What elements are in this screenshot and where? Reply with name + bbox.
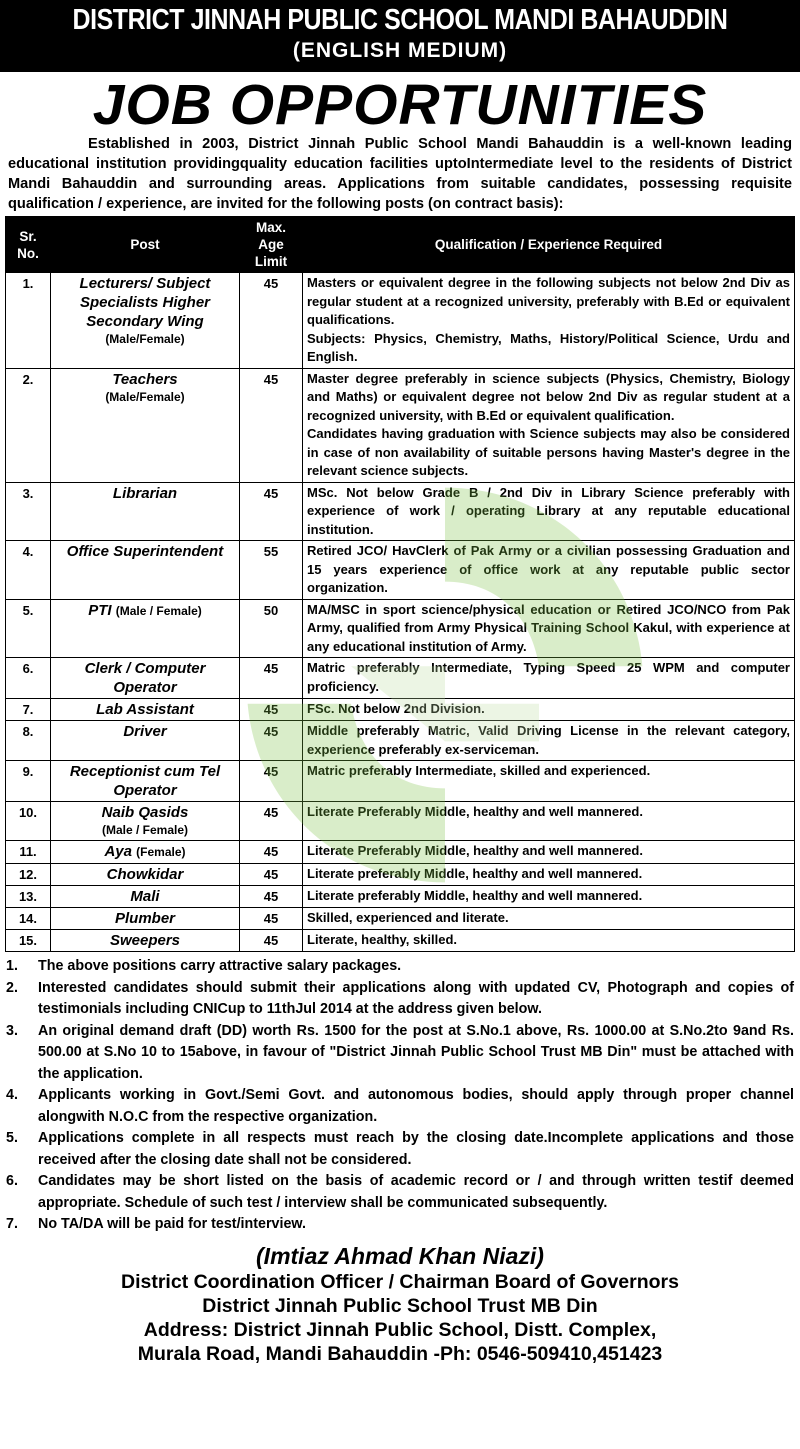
qualification-text: FSc. Not below 2nd Division. bbox=[307, 701, 485, 716]
signatory-org: District Jinnah Public School Trust MB Din bbox=[202, 1294, 598, 1317]
post-gender: (Male/Female) bbox=[105, 389, 185, 404]
post-title: Sweepers bbox=[109, 932, 181, 949]
qualification-text: Literate Preferably Middle, healthy and well mannered. bbox=[307, 804, 643, 819]
cell-age: 45 bbox=[240, 841, 303, 864]
table-row bbox=[6, 541, 795, 600]
cell-sr: 1. bbox=[6, 273, 51, 369]
address-line-1: Address: District Jinnah Public School, Distt. Complex, bbox=[143, 1318, 657, 1341]
cell-sr: 10. bbox=[6, 802, 51, 841]
cell-age: 45 bbox=[240, 368, 303, 482]
qualification-text: Middle preferably Matric, Valid Driving License in the relevant category, experience preferably ex-serviceman. bbox=[307, 723, 790, 757]
cell-qualification bbox=[303, 802, 795, 841]
post-title: Office Superintendent bbox=[66, 543, 224, 560]
note-text: Candidates may be short listed on the basis of academic record or / and through written testif deemed appropriate. Schedule of such test / interview shall be communicated subsequently. bbox=[38, 1173, 794, 1211]
table-row bbox=[6, 721, 795, 761]
post-title: PTI bbox=[88, 601, 112, 619]
cell-post bbox=[51, 841, 240, 864]
qualification-extra: Candidates having graduation with Science subjects may also be considered in case of non availability of suitable persons having Master's degree in the relevant science subjects. bbox=[307, 426, 790, 478]
table-row bbox=[6, 658, 795, 699]
cell-age: 45 bbox=[240, 273, 303, 369]
signatory-designation: District Coordination Officer / Chairman Board of Governors bbox=[121, 1270, 679, 1293]
cell-post bbox=[51, 721, 240, 761]
post-title: Naib Qasids bbox=[101, 804, 189, 821]
table-row bbox=[6, 368, 795, 482]
post-title: Clerk / Computer Operator bbox=[84, 660, 206, 696]
table-row bbox=[6, 761, 795, 802]
cell-qualification bbox=[303, 699, 795, 721]
header-qual: Qualification / Experience Required bbox=[303, 217, 795, 273]
cell-post bbox=[51, 802, 240, 841]
note-number: 4. bbox=[6, 1087, 18, 1103]
header-banner bbox=[0, 0, 800, 72]
note-number: 2. bbox=[6, 979, 18, 996]
post-gender: (Male/Female) bbox=[105, 332, 185, 346]
post-title: Lab Assistant bbox=[96, 701, 194, 718]
cell-sr: 12. bbox=[6, 864, 51, 886]
qualification-text: Skilled, experienced and literate. bbox=[307, 910, 509, 925]
cell-qualification bbox=[303, 658, 795, 699]
cell-age: 45 bbox=[240, 930, 303, 952]
cell-qualification bbox=[303, 761, 795, 802]
cell-post bbox=[51, 368, 240, 482]
qualification-text: Retired JCO/ HavClerk of Pak Army or a civilian possessing Graduation and 15 years experience of office work at any reputable public sector organization. bbox=[307, 543, 790, 595]
qualification-text: Literate preferably Middle, healthy and well mannered. bbox=[307, 888, 643, 903]
cell-sr: 4. bbox=[6, 541, 51, 600]
qualification-text: MSc. Not below Grade B / 2nd Div in Library Science preferably with experience of work / operating Library at any reputable educational institution. bbox=[307, 484, 790, 537]
cell-qualification bbox=[303, 368, 795, 482]
cell-sr: 7. bbox=[6, 699, 51, 721]
note-text: No TA/DA will be paid for test/interview. bbox=[38, 1216, 306, 1232]
post-title: Librarian bbox=[112, 484, 178, 502]
cell-post bbox=[51, 930, 240, 952]
cell-sr: 9. bbox=[6, 761, 51, 802]
note-item bbox=[6, 978, 794, 1021]
cell-age: 55 bbox=[240, 541, 303, 600]
cell-age: 45 bbox=[240, 658, 303, 699]
jobs-table bbox=[5, 216, 795, 952]
table-row bbox=[6, 930, 795, 952]
table-row bbox=[6, 273, 795, 369]
address-line-2: Murala Road, Mandi Bahauddin -Ph: 0546-509410,451423 bbox=[137, 1342, 663, 1365]
note-text: Interested candidates should submit their applications along with updated CV, Photograph and copies of testimonials including CNICup to 11thJul 2014 at the address given below. bbox=[38, 979, 794, 1017]
qualification-text: MA/MSC in sport science/physical education or Retired JCO/NCO from Pak Army, qualified from Army Physical Training School Kakul, with experience at any educational institution of Army. bbox=[307, 601, 790, 654]
post-title: Driver bbox=[123, 723, 167, 740]
post-title: Receptionist cum Tel Operator bbox=[69, 763, 221, 799]
cell-sr: 8. bbox=[6, 721, 51, 761]
cell-age: 45 bbox=[240, 864, 303, 886]
cell-post bbox=[51, 699, 240, 721]
cell-post bbox=[51, 541, 240, 600]
cell-age: 45 bbox=[240, 802, 303, 841]
post-title: Mali bbox=[130, 888, 160, 905]
cell-qualification bbox=[303, 482, 795, 541]
cell-sr: 11. bbox=[6, 841, 51, 864]
signature-block bbox=[0, 1242, 800, 1366]
table-row bbox=[6, 482, 795, 541]
cell-sr: 14. bbox=[6, 908, 51, 930]
post-title: Lecturers/ Subject Specialists Higher Secondary Wing bbox=[79, 275, 211, 330]
cell-post bbox=[51, 908, 240, 930]
post-title: Chowkidar bbox=[106, 866, 184, 883]
cell-qualification bbox=[303, 930, 795, 952]
qualification-text: Matric preferably Intermediate, Typing Speed 25 WPM and computer proficiency. bbox=[307, 660, 790, 694]
note-item bbox=[6, 1171, 794, 1214]
note-number: 5. bbox=[6, 1130, 18, 1146]
header-post: Post bbox=[51, 217, 240, 273]
cell-post bbox=[51, 273, 240, 369]
post-title: Plumber bbox=[114, 910, 175, 927]
cell-qualification bbox=[303, 721, 795, 761]
intro-text: Established in 2003, District Jinnah Public School Mandi Bahauddin is a well-known leading educational institution providingquality education facilities uptoIntermediate level to the residents of District Mandi Bahauddin and surrounding areas. Applications from suitable candidates, possessing requisite qualification / experience, are invited for the following posts (on contract basis): bbox=[8, 136, 792, 212]
table-row bbox=[6, 802, 795, 841]
medium-label: (ENGLISH MEDIUM) bbox=[292, 39, 508, 62]
note-item bbox=[6, 956, 794, 978]
cell-sr: 2. bbox=[6, 368, 51, 482]
note-text: The above positions carry attractive salary packages. bbox=[38, 958, 402, 974]
cell-post bbox=[51, 482, 240, 541]
cell-qualification bbox=[303, 273, 795, 369]
post-title: Teachers bbox=[112, 370, 178, 388]
qualification-text: Master degree preferably in science subjects (Physics, Chemistry, Biology and Maths) or equivalent degree not below 2nd Div as regular student at a recognized university, with B.Ed or equivalent qualification. bbox=[307, 370, 790, 423]
cell-post bbox=[51, 886, 240, 908]
cell-sr: 13. bbox=[6, 886, 51, 908]
table-row bbox=[6, 841, 795, 864]
post-gender: (Male / Female) bbox=[115, 603, 202, 618]
note-text: An original demand draft (DD) worth Rs. 1500 for the post at S.No.1 above, Rs. 1000.00 at S.No.2to 9and Rs. 500.00 at S.No 10 to 15above, in favour of "District Jinnah Public School Trust MB Din" must be attached with the application. bbox=[38, 1022, 794, 1082]
table-body bbox=[6, 273, 795, 952]
cell-age: 45 bbox=[240, 721, 303, 761]
cell-sr: 15. bbox=[6, 930, 51, 952]
cell-post bbox=[51, 658, 240, 699]
note-number: 3. bbox=[6, 1022, 18, 1039]
cell-sr: 5. bbox=[6, 599, 51, 658]
cell-age: 45 bbox=[240, 482, 303, 541]
qualification-extra: Subjects: Physics, Chemistry, Maths, History/Political Science, Urdu and English. bbox=[307, 330, 790, 364]
post-gender: (Female) bbox=[136, 845, 186, 859]
note-text: Applicants working in Govt./Semi Govt. and autonomous bodies, should apply through proper channel alongwith N.O.C from the respective organization. bbox=[38, 1087, 794, 1125]
cell-sr: 6. bbox=[6, 658, 51, 699]
table-header-row bbox=[6, 217, 795, 273]
cell-qualification bbox=[303, 841, 795, 864]
cell-age: 45 bbox=[240, 699, 303, 721]
note-text: Applications complete in all respects must reach by the closing date.Incomplete applications and those received after the closing date shall not be considered. bbox=[38, 1130, 794, 1168]
note-number: 6. bbox=[6, 1173, 18, 1189]
cell-age: 45 bbox=[240, 761, 303, 802]
header-age: Max. Age Limit bbox=[240, 217, 303, 273]
qualification-text: Literate preferably Middle, healthy and well mannered. bbox=[307, 866, 643, 881]
note-item bbox=[6, 1085, 794, 1128]
cell-age: 50 bbox=[240, 599, 303, 658]
cell-qualification bbox=[303, 908, 795, 930]
cell-qualification bbox=[303, 886, 795, 908]
note-item bbox=[6, 1021, 794, 1086]
note-item bbox=[6, 1214, 794, 1236]
table-row bbox=[6, 599, 795, 658]
cell-age: 45 bbox=[240, 886, 303, 908]
table-row bbox=[6, 908, 795, 930]
cell-qualification bbox=[303, 864, 795, 886]
page-title: JOB OPPORTUNITIES bbox=[92, 73, 708, 137]
table-row bbox=[6, 864, 795, 886]
cell-post bbox=[51, 599, 240, 658]
note-item bbox=[6, 1128, 794, 1171]
note-number: 1. bbox=[6, 958, 18, 974]
cell-qualification bbox=[303, 599, 795, 658]
table-row bbox=[6, 886, 795, 908]
cell-sr: 3. bbox=[6, 482, 51, 541]
qualification-text: Masters or equivalent degree in the following subjects not below 2nd Div as regular student at a recognized university, preferably with B.Ed or equivalent qualifications. bbox=[307, 275, 790, 327]
intro-paragraph bbox=[0, 134, 800, 214]
qualification-text: Matric preferably Intermediate, skilled and experienced. bbox=[307, 763, 651, 778]
cell-post bbox=[51, 761, 240, 802]
cell-post bbox=[51, 864, 240, 886]
cell-qualification bbox=[303, 541, 795, 600]
post-title: Aya bbox=[104, 843, 132, 860]
school-name: DISTRICT JINNAH PUBLIC SCHOOL MANDI BAHAUDDIN bbox=[72, 4, 728, 36]
cell-age: 45 bbox=[240, 908, 303, 930]
note-number: 7. bbox=[6, 1216, 18, 1232]
post-gender: (Male / Female) bbox=[101, 823, 189, 837]
header-sr: Sr. No. bbox=[6, 217, 51, 273]
notes-list bbox=[6, 956, 794, 1236]
signatory-name: (Imtiaz Ahmad Khan Niazi) bbox=[256, 1242, 544, 1269]
qualification-text: Literate Preferably Middle, healthy and well mannered. bbox=[307, 843, 643, 858]
table-row bbox=[6, 699, 795, 721]
qualification-text: Literate, healthy, skilled. bbox=[307, 932, 458, 947]
